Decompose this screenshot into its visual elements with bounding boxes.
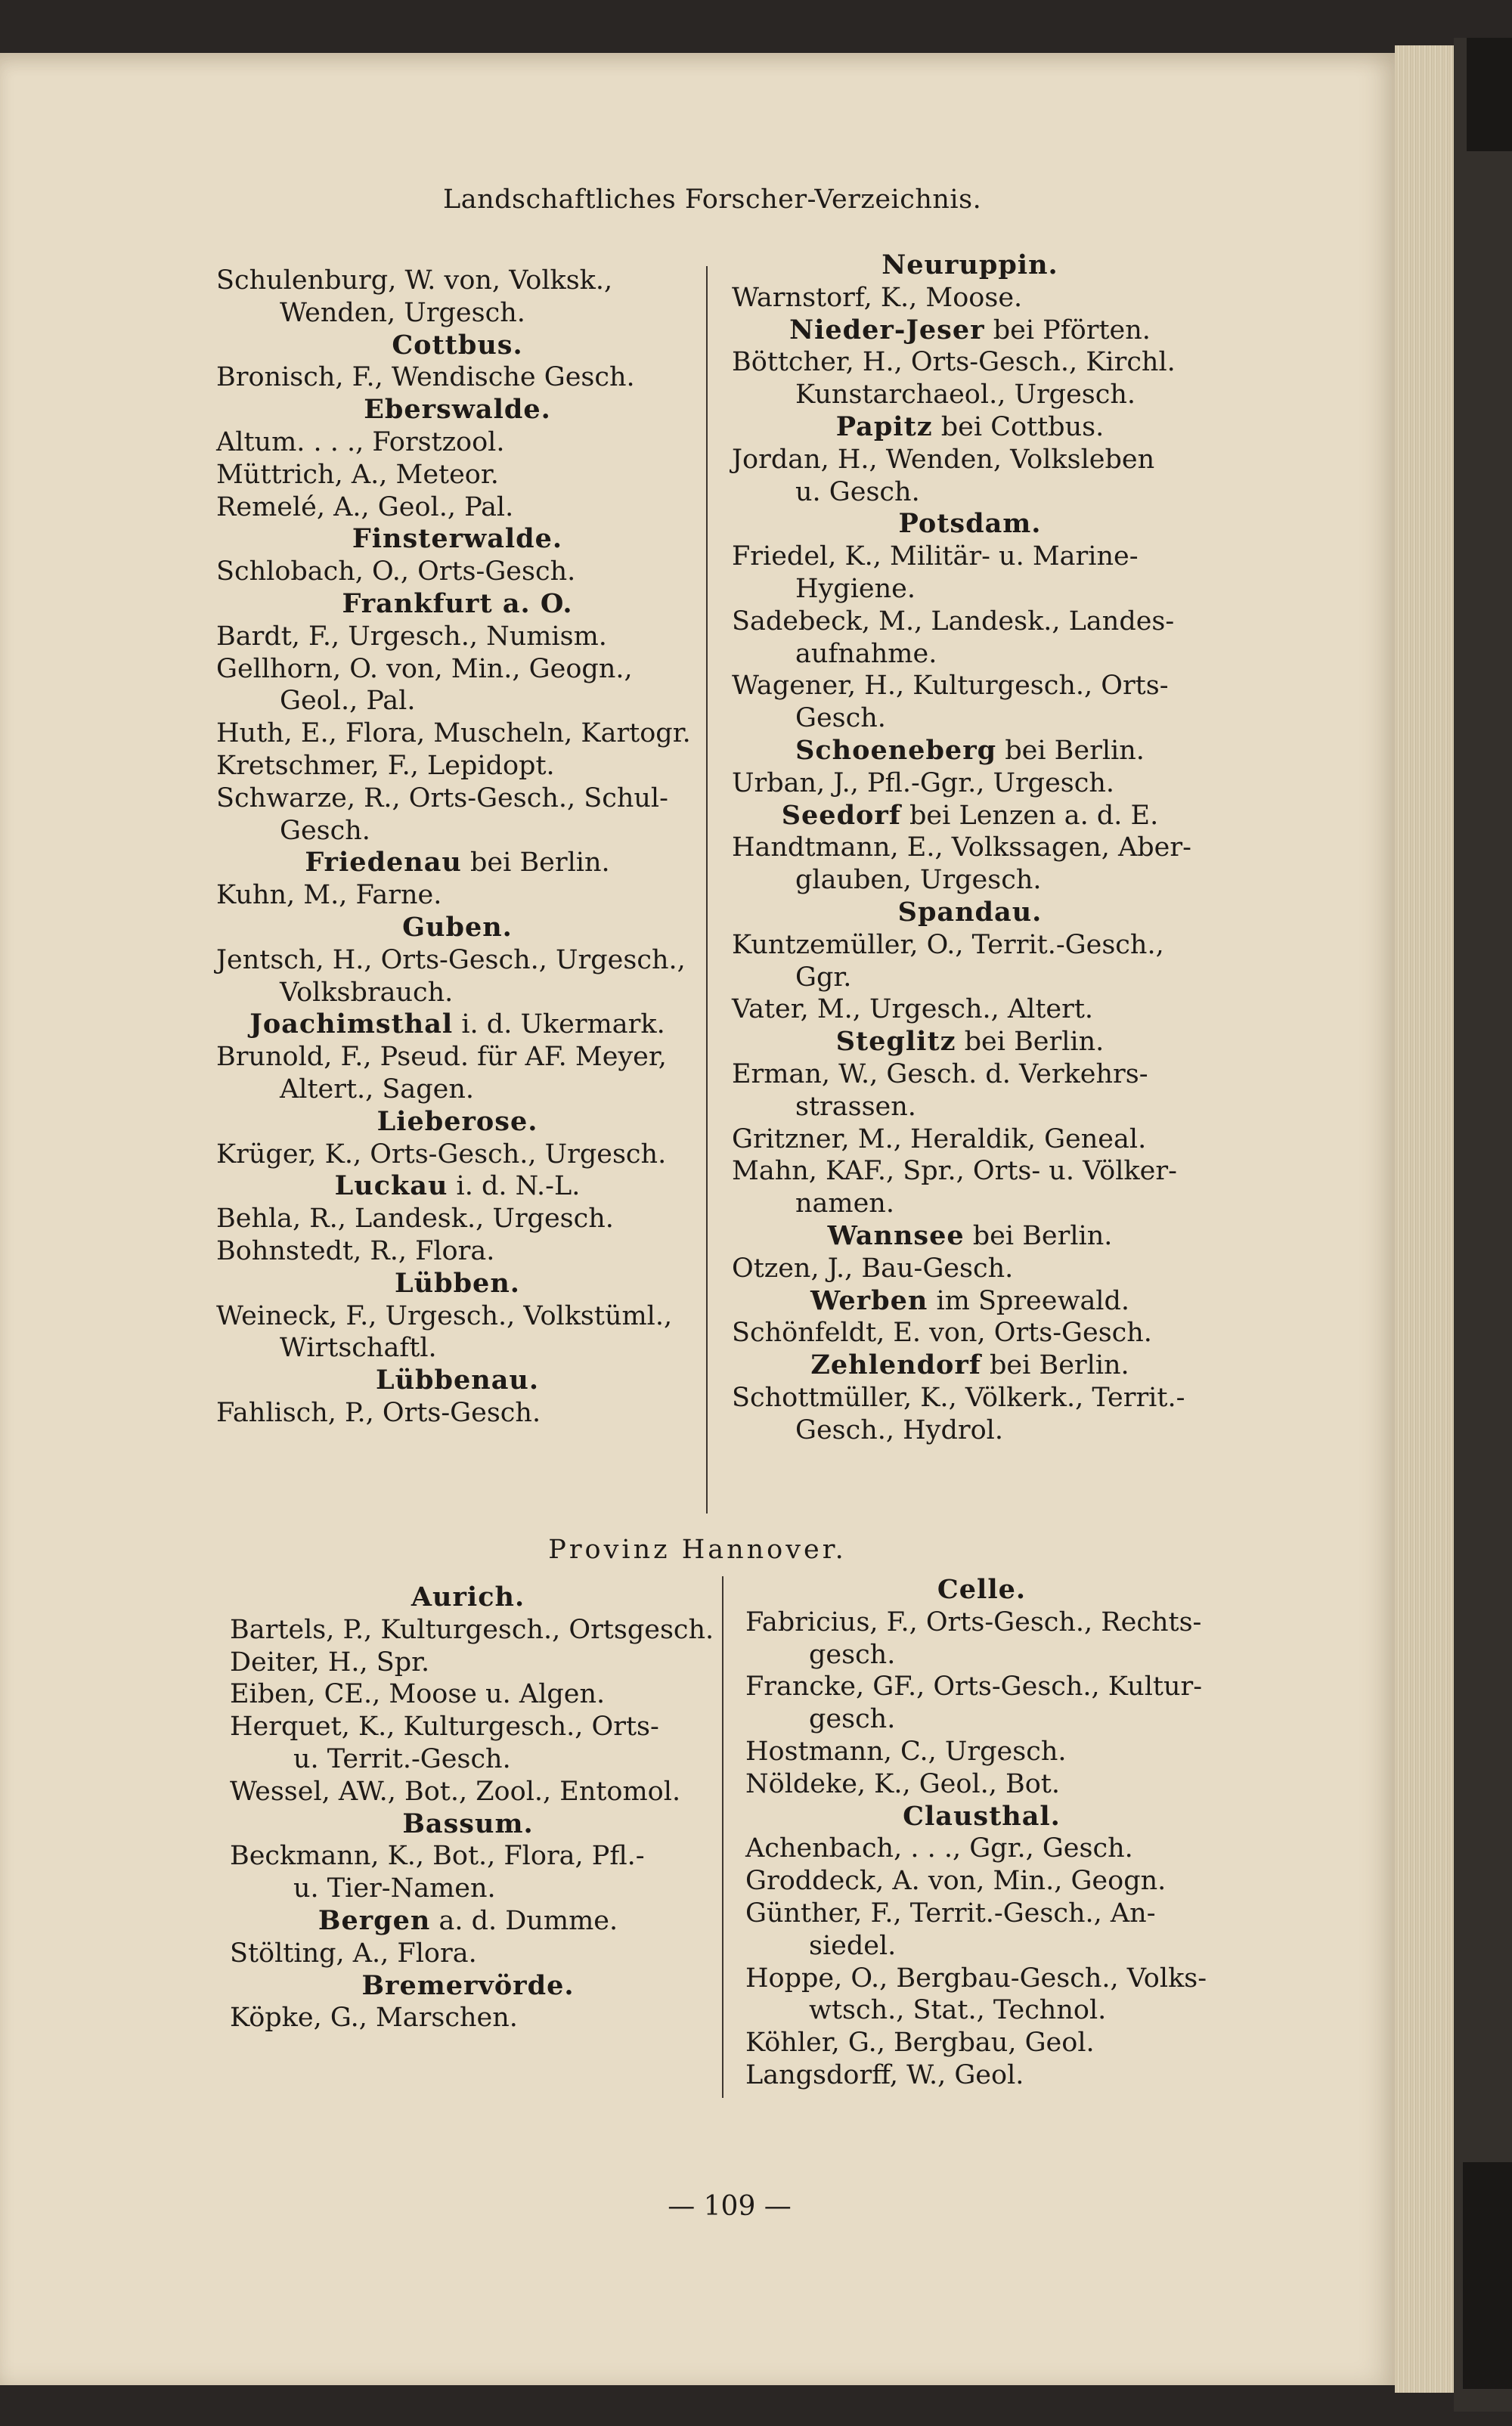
place-name: Friedenau [305,847,462,878]
place-note: bei Cottbus. [932,411,1105,442]
place-heading [732,411,1208,444]
entry-line: Groddeck, A. von, Min., Geogn. [745,1866,1167,1897]
directory-entry [216,556,699,588]
entry-line: Fabricius, F., Orts-Gesch., Rechts- [745,1606,1202,1637]
directory-entry [230,1938,706,1970]
directory-entry [732,1123,1208,1156]
place-heading [230,1808,706,1841]
entry-line: Brunold, F., Pseud. für AF. Meyer, [216,1042,667,1073]
entry-line: Urban, J., Pfl.-Ggr., Urgesch. [732,767,1115,798]
place-name: Lieberose. [376,1105,538,1137]
directory-entry [230,1678,706,1711]
place-heading [216,1106,699,1139]
directory-entry [216,1139,699,1171]
entry-line: Remelé, A., Geol., Pal. [216,491,514,522]
entry-continuation: Wenden, Urgesch. [280,297,525,328]
cover-corner [1467,38,1512,151]
directory-entry [216,1300,699,1365]
directory-entry [745,1865,1218,1898]
place-note: a. d. Dumme. [430,1905,618,1936]
entry-line: Krüger, K., Orts-Gesch., Urgesch. [216,1139,667,1170]
entry-line: Deiter, H., Spr. [230,1647,430,1678]
directory-entry [732,346,1208,411]
directory-entry [216,750,699,782]
place-heading [216,1268,699,1300]
entry-line: Beckmann, K., Bot., Flora, Pfl.- [230,1841,645,1872]
left-column-bottom [230,1582,714,2034]
place-heading [230,1905,706,1938]
directory-entry [745,1606,1218,1672]
entry-line: Kretschmer, F., Lepidopt. [216,750,555,781]
entry-line: Schlobach, O., Orts-Gesch. [216,556,576,587]
entry-line: Bartels, P., Kulturgesch., Ortsgesch. [230,1614,714,1645]
entry-line: Fahlisch, P., Orts-Gesch. [216,1397,541,1428]
entry-line: Schottmüller, K., Völkerk., Territ.- [732,1382,1185,1413]
place-name: Lübbenau. [375,1365,540,1396]
entry-continuation: wtsch., Stat., Technol. [809,1995,1107,2026]
place-name: Finsterwalde. [352,523,563,555]
entry-line: Weineck, F., Urgesch., Volkstüml., [216,1300,673,1331]
place-heading [745,1801,1218,1833]
directory-entry [230,2002,706,2034]
directory-entry [732,541,1208,606]
entry-line: Nöldeke, K., Geol., Bot. [745,1768,1061,1799]
entry-line: Vater, M., Urgesch., Altert. [732,994,1094,1025]
place-name: Eberswalde. [364,394,551,426]
entry-line: Kuntzemüller, O., Territ.-Gesch., [732,929,1164,960]
directory-entry [745,1736,1218,1768]
place-heading [230,1582,706,1614]
entry-line: Sadebeck, M., Landesk., Landes- [732,606,1175,637]
place-heading [732,508,1208,541]
directory-entry [230,1840,706,1905]
place-heading [216,330,699,362]
entry-line: Böttcher, H., Orts-Gesch., Kirchl. [732,347,1176,378]
page-number: — 109 — [668,2191,792,2222]
directory-entry [216,1041,699,1106]
entry-line: Gellhorn, O. von, Min., Geogn., [216,653,633,684]
directory-entry [230,1614,714,1647]
place-note: i. d. Ukermark. [453,1009,665,1040]
place-heading [732,249,1208,282]
place-heading [216,1170,699,1203]
entry-continuation: Gesch. [795,703,886,734]
entry-line: Achenbach, . . ., Ggr., Gesch. [745,1833,1133,1864]
entry-continuation: Volksbrauch. [280,977,454,1008]
entry-line: Wagener, H., Kulturgesch., Orts- [732,671,1169,702]
place-name: Neuruppin. [881,249,1058,280]
entry-line: Erman, W., Gesch. d. Verkehrs- [732,1058,1148,1089]
directory-entry [216,653,699,718]
place-heading [216,912,699,944]
directory-entry [732,767,1208,800]
place-heading [745,1574,1218,1606]
place-heading [732,897,1208,929]
place-heading [732,314,1208,347]
directory-entry [732,444,1208,509]
entry-line: Köhler, G., Bergbau, Geol. [745,2028,1095,2059]
directory-entry [216,944,699,1009]
entry-continuation: Geol., Pal. [280,686,416,717]
directory-entry [745,1898,1218,1963]
place-name: Werben [810,1284,928,1316]
place-name: Seedorf [781,799,901,831]
directory-entry [732,929,1208,994]
right-column-bottom [745,1574,1218,2092]
entry-continuation: u. Gesch. [795,476,920,507]
directory-entry [732,670,1208,735]
entry-line: Kuhn, M., Farne. [216,880,442,911]
directory-entry [216,1397,699,1430]
directory-entry [216,265,699,330]
directory-entry [732,1317,1208,1349]
directory-entry [216,879,699,912]
entry-continuation: Hygiene. [795,573,916,604]
place-heading [216,1365,699,1397]
directory-entry [732,1058,1208,1123]
place-heading [732,1026,1208,1058]
directory-entry [230,1647,706,1679]
place-name: Nieder-Jeser [789,314,985,345]
entry-line: Herquet, K., Kulturgesch., Orts- [230,1712,659,1743]
place-name: Lübben. [395,1267,520,1299]
entry-continuation: aufnahme. [795,638,937,669]
directory-entry [732,832,1208,897]
entry-continuation: u. Tier-Namen. [293,1873,496,1904]
directory-entry [732,606,1208,671]
place-heading [216,588,699,621]
entry-line: Wessel, AW., Bot., Zool., Entomol. [230,1776,681,1807]
place-name: Potsdam. [898,508,1042,540]
directory-entry [216,1203,699,1235]
entry-continuation: Kunstarchaeol., Urgesch. [795,380,1136,411]
directory-entry [230,1776,706,1808]
place-name: Bergen [318,1904,431,1936]
entry-continuation: Ggr. [795,962,852,993]
entry-continuation: Altert., Sagen. [280,1074,475,1105]
entry-line: Altum. . . ., Forstzool. [216,426,505,457]
place-heading [216,1009,699,1041]
directory-entry [216,717,699,750]
running-header: Landschaftliches Forscher-Verzeichnis. [443,184,982,215]
place-note: bei Lenzen a. d. E. [900,800,1159,831]
entry-line: Schwarze, R., Orts-Gesch., Schul- [216,782,668,813]
entry-line: Huth, E., Flora, Muscheln, Kartogr. [216,718,691,749]
directory-entry [216,621,699,653]
entry-continuation: strassen. [795,1091,916,1122]
entry-line: Günther, F., Territ.-Gesch., An- [745,1898,1156,1929]
directory-entry [745,2027,1218,2059]
entry-line: Köpke, G., Marschen. [230,2003,518,2034]
place-note: bei Berlin. [964,1220,1113,1251]
entry-line: Francke, GF., Orts-Gesch., Kultur- [745,1672,1203,1703]
entry-continuation: siedel. [809,1930,897,1961]
place-name: Spandau. [897,896,1043,928]
place-heading [732,1285,1208,1318]
place-name: Bremervörde. [361,1969,575,2001]
place-heading [216,394,699,426]
entry-line: Eiben, CE., Moose u. Algen. [230,1679,606,1710]
directory-entry [216,782,699,847]
place-note: bei Berlin. [461,847,610,878]
directory-entry [745,1833,1218,1865]
directory-entry [732,1382,1208,1447]
place-name: Luckau [334,1170,448,1202]
entry-line: Otzen, J., Bau-Gesch. [732,1253,1014,1284]
place-name: Steglitz [835,1026,956,1058]
place-name: Aurich. [411,1582,525,1613]
entry-continuation: gesch. [809,1704,896,1735]
entry-continuation: u. Territ.-Gesch. [293,1743,511,1774]
directory-entry [745,1671,1218,1736]
entry-line: Bohnstedt, R., Flora. [216,1235,495,1266]
directory-entry [216,1235,699,1268]
entry-line: Jentsch, H., Orts-Gesch., Urgesch., [216,944,686,975]
place-note: i. d. N.-L. [448,1171,581,1202]
entry-line: Bardt, F., Urgesch., Numism. [216,621,607,652]
entry-line: Hoppe, O., Bergbau-Gesch., Volks- [745,1963,1207,1994]
place-note: bei Berlin. [956,1027,1105,1058]
place-heading [732,800,1208,832]
entry-continuation: Wirtschaftl. [280,1333,437,1364]
column-rule [722,1576,723,2098]
place-heading [216,523,699,556]
province-heading: Provinz Hannover. [548,1535,847,1565]
right-column-top [732,249,1208,1446]
directory-entry [732,1253,1208,1285]
directory-entry [745,1963,1218,2028]
place-note: bei Berlin. [996,735,1145,766]
place-name: Bassum. [402,1808,534,1839]
directory-entry [216,426,699,459]
entry-line: Behla, R., Landesk., Urgesch. [216,1204,614,1235]
entry-line: Stölting, A., Flora. [230,1938,477,1969]
place-name: Papitz [835,411,933,442]
book-cover [1454,38,1512,2412]
entry-line: Schönfeldt, E. von, Orts-Gesch. [732,1318,1152,1349]
column-rule [706,266,708,1514]
place-heading [216,847,699,879]
place-heading [230,1970,706,2003]
directory-entry [732,993,1208,1026]
left-column-top [216,265,699,1430]
entry-line: Hostmann, C., Urgesch. [745,1736,1067,1767]
entry-continuation: namen. [795,1188,894,1219]
place-note: bei Berlin. [981,1350,1129,1381]
entry-line: Jordan, H., Wenden, Volksleben [732,444,1155,475]
directory-entry [216,491,699,524]
directory-entry [745,2059,1218,2092]
place-name: Clausthal. [903,1800,1061,1832]
entry-line: Müttrich, A., Meteor. [216,459,499,490]
directory-entry [732,282,1208,314]
place-name: Wannsee [827,1219,965,1251]
place-heading [732,1349,1208,1382]
directory-entry [732,1155,1208,1220]
place-heading [732,1220,1208,1253]
directory-entry [745,1768,1218,1801]
place-note: bei Pförten. [984,314,1151,345]
entry-line: Langsdorff, W., Geol. [745,2059,1024,2090]
place-name: Joachimsthal [249,1009,454,1040]
entry-continuation: Gesch. [280,815,370,846]
place-name: Guben. [402,911,513,943]
entry-line: Mahn, KAF., Spr., Orts- u. Völker- [732,1156,1177,1187]
entry-line: Gritzner, M., Heraldik, Geneal. [732,1123,1147,1154]
place-note: im Spreewald. [928,1285,1130,1316]
entry-continuation: Gesch., Hydrol. [795,1414,1003,1445]
place-name: Schoeneberg [795,734,997,766]
entry-line: Friedel, K., Militär- u. Marine- [732,541,1139,572]
entry-line: Warnstorf, K., Moose. [732,282,1023,313]
directory-entry [216,459,699,491]
entry-continuation: glauben, Urgesch. [795,865,1042,896]
place-name: Celle. [937,1574,1027,1605]
place-name: Cottbus. [392,329,523,361]
page-edges [1395,45,1454,2393]
entry-line: Handtmann, E., Volkssagen, Aber- [732,832,1191,863]
place-name: Frankfurt a. O. [342,587,573,619]
directory-entry [230,1711,706,1776]
entry-line: Schulenburg, W. von, Volksk., [216,265,613,296]
entry-line: Bronisch, F., Wendische Gesch. [216,362,635,393]
cover-corner [1463,2162,1512,2389]
place-name: Zehlendorf [810,1349,981,1381]
directory-entry [216,361,699,394]
entry-continuation: gesch. [809,1639,896,1670]
place-heading [732,735,1208,767]
